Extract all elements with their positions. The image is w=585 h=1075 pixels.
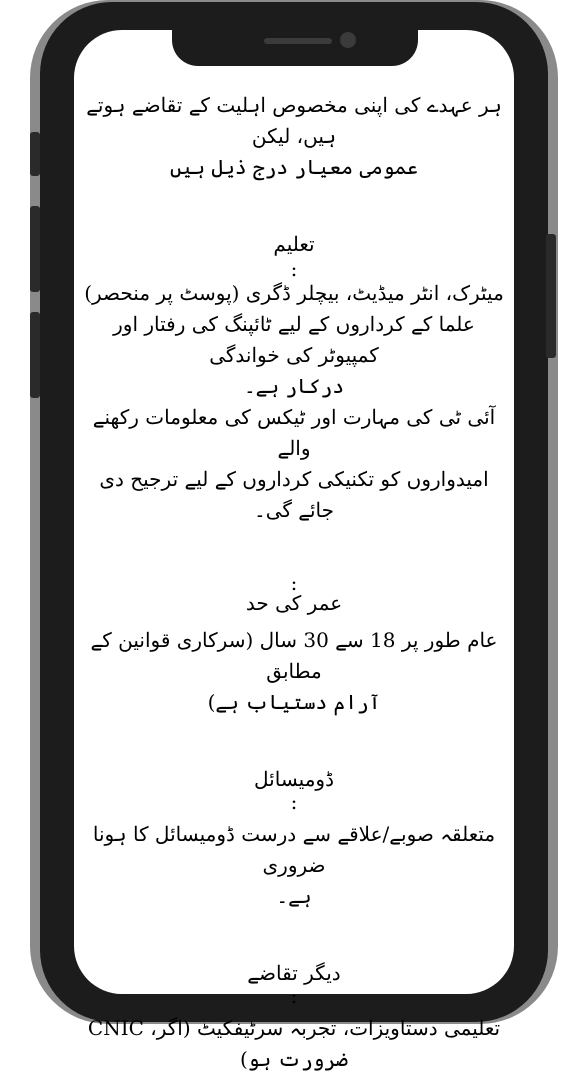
phone-side-button [30, 132, 40, 176]
phone-power-button [546, 234, 556, 358]
phone-volume-down-button [30, 312, 40, 398]
phone-volume-up-button [30, 206, 40, 292]
phone-notch [172, 26, 418, 66]
education-line: امیدواروں کو تکنیکی کرداروں کے لیے ترجیح دی جائے گی۔ [99, 467, 489, 522]
domicile-line: ہے۔ [276, 884, 312, 908]
camera-icon [340, 32, 356, 48]
speaker-icon [264, 38, 332, 44]
other-requirements-colon: : [290, 984, 298, 1008]
age-limit-line: آرام دستیاب ہے) [207, 690, 381, 714]
education-heading: تعلیم [273, 232, 315, 256]
age-limit-colon: : [290, 571, 298, 595]
other-requirements-line: ضرورت ہو) [240, 1047, 348, 1071]
intro-line-1: ہر عہدے کی اپنی مخصوص اہلیت کے تقاضے ہوتے ہیں، لیکن [86, 93, 502, 148]
education-line: علما کے کرداروں کے لیے ٹائپنگ کی رفتار اور کمپیوٹر کی خواندگی [113, 312, 475, 367]
other-requirements-heading: دیگر تقاضے [247, 961, 341, 985]
age-limit-line: عام طور پر 18 سے 30 سال (سرکاری قوانین کے مطابق [90, 628, 498, 683]
education-line: درکار ہے۔ [243, 374, 345, 398]
eligibility-text [80, 90, 508, 1075]
intro-line-2: عمومی معیار درج ذیل ہیں [169, 155, 419, 179]
other-requirements-line: تعلیمی دستاویزات، تجربہ سرٹیفکیٹ (اگر، CNIC [87, 1016, 501, 1040]
domicile-heading: ڈومیسائل [254, 767, 334, 791]
age-limit-heading: عمر کی حد [245, 591, 343, 615]
education-line: آئی ٹی کی مہارت اور ٹیکس کی معلومات رکھنے والے [92, 405, 496, 460]
education-line: میٹرک، انٹر میڈیٹ، بیچلر ڈگری (پوسٹ پر منحصر) [84, 281, 504, 305]
domicile-colon: : [290, 790, 298, 814]
domicile-line: متعلقہ صوبے/علاقے سے درست ڈومیسائل کا ہونا ضروری [92, 822, 496, 877]
education-colon: : [290, 257, 298, 281]
